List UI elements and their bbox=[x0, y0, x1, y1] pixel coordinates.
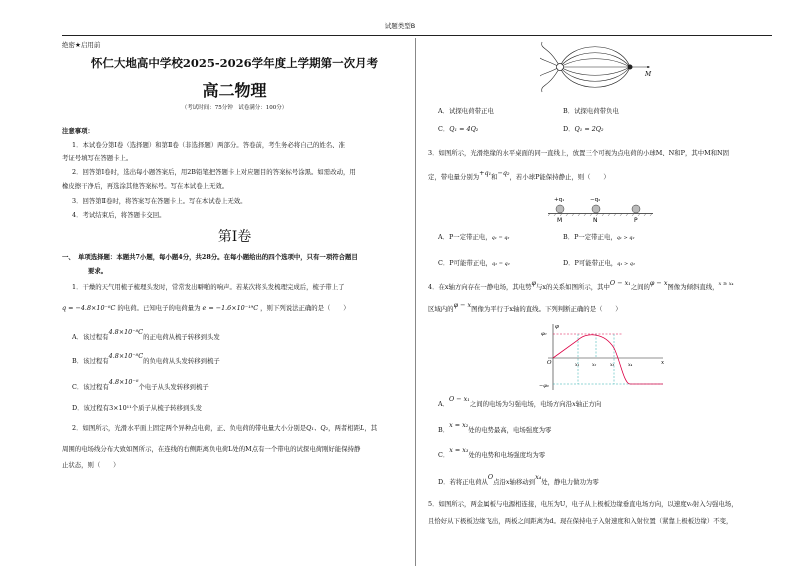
option-text: 的负电荷从头发转移到梳子 bbox=[143, 357, 220, 365]
label-q1: +q₁ bbox=[554, 197, 565, 203]
q1-option-c bbox=[72, 378, 209, 392]
option-math: x₄ bbox=[535, 473, 542, 481]
option-label: C． bbox=[438, 125, 450, 133]
option-text: 处的电势最高，电场强度为零 bbox=[468, 426, 552, 434]
note-line: 2．回答第Ⅰ卷时，选出每小题答案后，用2B铅笔把答题卡上对应题目的答案标号涂黑。如需改动，用 bbox=[72, 168, 356, 176]
q3-option-a bbox=[438, 233, 509, 242]
point-m bbox=[647, 66, 649, 68]
q2-math: L bbox=[360, 424, 365, 432]
option-label: B．P一定带正电， bbox=[563, 233, 617, 241]
page-header bbox=[0, 0, 800, 40]
label-phi0: φ₀ bbox=[541, 331, 547, 337]
label-x4: x₄ bbox=[628, 363, 633, 368]
note-line: 考证号填写在答题卡上。 bbox=[62, 154, 133, 162]
q3-text: 定，带电量分别为 bbox=[428, 173, 480, 181]
q4-text: 与x的关系如图所示，其中 bbox=[536, 283, 610, 291]
q4-math: φ bbox=[531, 279, 537, 287]
q5-stem-2: 且恰好从下极板边缘飞出，两板之间距离为d。现在保持电子入射速度和入射位置（紧靠上极板边缘）不变， bbox=[428, 517, 733, 525]
q4-text: 之间的 bbox=[630, 283, 650, 291]
header-rule bbox=[62, 35, 772, 36]
q1-option-b bbox=[72, 352, 220, 366]
label-q2: −q₂ bbox=[590, 197, 601, 203]
three-balls-figure bbox=[548, 194, 658, 224]
q3-text: 和 bbox=[491, 173, 498, 181]
subject-title: 高二物理 bbox=[202, 81, 267, 100]
secret-mark: 绝密★启用前 bbox=[62, 41, 101, 49]
q2-text: ，其 bbox=[364, 424, 378, 432]
q3-option-b bbox=[563, 233, 635, 242]
q2-text: ，两者相距 bbox=[328, 424, 361, 432]
school-title: 怀仁大地高中学校2025-2026学年度上学期第一次月考 bbox=[90, 56, 379, 70]
option-label: A． bbox=[438, 400, 450, 408]
option-math: O − x₁ bbox=[449, 395, 470, 403]
option-text: 处的电势和电场强度均为零 bbox=[468, 451, 546, 459]
q2-stem-2: 周围的电场线分布大致如图所示，在连线的右侧距离负电荷L处的M点有一个带电的试探电荷刚好能保持静 bbox=[62, 445, 361, 453]
q2-option-a: A．试探电荷带正电 bbox=[438, 107, 494, 115]
volume-title: 第Ⅰ卷 bbox=[217, 229, 252, 245]
section-heading-cont: 要求。 bbox=[88, 267, 108, 275]
field-lines-figure bbox=[540, 40, 675, 95]
q2-stem-3: 止状态，则（ ） bbox=[62, 461, 120, 469]
option-text: 处，静电力做功为零 bbox=[541, 478, 599, 486]
section-heading: 一、 单项选择题：本题共7小题，每小题4分，共28分。在每小题给出的四个选项中，只有一项符合题目 bbox=[62, 253, 358, 261]
option-label: B．该过程有 bbox=[72, 357, 109, 365]
label-x2: x₂ bbox=[592, 363, 597, 368]
q4-math: φ − x bbox=[453, 301, 472, 309]
label-neg-phi0: −φ₀ bbox=[539, 383, 549, 389]
option-math: O bbox=[487, 473, 494, 481]
label-origin: O bbox=[547, 360, 552, 366]
q2-stem bbox=[72, 424, 377, 433]
option-text: 的正电荷从梳子转移到头发 bbox=[143, 333, 220, 341]
q2-option-c bbox=[438, 125, 478, 134]
q4-text: 4．在x轴方向存在一静电场，其电势 bbox=[428, 283, 532, 291]
q2-math: Q₁、Q₂ bbox=[306, 424, 329, 432]
option-math: 4.8×10⁻⁸C bbox=[108, 352, 144, 360]
positive-charge bbox=[557, 64, 564, 71]
note-line: 3．回答第Ⅱ卷时，将答案写在答题卡上。写在本试卷上无效。 bbox=[72, 197, 247, 205]
negative-charge bbox=[628, 65, 633, 70]
q3-text: ，若小球P能保持静止，则（ ） bbox=[509, 173, 610, 181]
q1-stem: 1．干燥的天气用梳子梳理头发时，常常发出噼啪的响声。若某次将头发梳理完成后，梳子带上了 bbox=[72, 283, 345, 291]
notes-heading: 注意事项： bbox=[62, 127, 94, 135]
label-N: N bbox=[593, 217, 598, 224]
option-text: 点沿 bbox=[493, 478, 506, 486]
option-label: A．该过程有 bbox=[72, 333, 109, 341]
q4-text: 区域内的 bbox=[428, 305, 454, 313]
q4-text: 图像为倾斜直线， bbox=[667, 283, 719, 291]
q2-option-b: B．试探电荷带负电 bbox=[563, 107, 619, 115]
q3-math: +q₁ bbox=[479, 169, 492, 177]
q4-option-a bbox=[438, 395, 602, 409]
label-x3: x₃ bbox=[610, 363, 615, 368]
option-text: 轴移动到 bbox=[509, 478, 536, 486]
label-M: M bbox=[557, 217, 563, 224]
q4-stem bbox=[428, 279, 734, 292]
q4-option-c bbox=[438, 446, 546, 460]
phi-x-graph bbox=[538, 322, 668, 392]
note-line: 橡皮擦干净后，再选涂其他答案标号。写在本试卷上无效。 bbox=[62, 182, 229, 190]
option-text: 轴正方向 bbox=[575, 400, 602, 408]
option-math: x bbox=[505, 478, 510, 486]
note-line: 1．本试卷分第Ⅰ卷（选择题）和第Ⅱ卷（非选择题）两部分。答卷前，考生务必将自己的姓名、准 bbox=[72, 141, 345, 149]
q2-text: 2．如图所示，光滑水平面上固定两个异种点电荷，正、负电荷的带电量大小分别是 bbox=[72, 424, 307, 432]
option-label: C． bbox=[438, 451, 450, 459]
option-label: D．P可能带正电， bbox=[563, 259, 618, 267]
option-math: Q₁ = 4Q₂ bbox=[449, 125, 479, 133]
q3-option-c bbox=[438, 259, 510, 268]
note-line: 4．考试结束后，将答题卡交回。 bbox=[72, 211, 166, 219]
option-math: q₁ > q₂ bbox=[616, 235, 635, 241]
option-label: A．P一定带正电， bbox=[438, 233, 492, 241]
q4-stem-2 bbox=[428, 301, 622, 314]
phi-curve bbox=[553, 335, 630, 384]
q4-text: 图像为平行于x轴的直线。下列判断正确的是（ ） bbox=[471, 305, 622, 313]
q5-stem: 5．如图所示，两金属板与电源相连接，电压为U，电子从上极板边缘垂直电场方向，以速度v₀射入匀强电场， bbox=[428, 500, 738, 508]
ball-n bbox=[592, 205, 600, 213]
q4-math: φ − x bbox=[649, 279, 668, 287]
option-label: D． bbox=[563, 125, 575, 133]
label-P: P bbox=[634, 217, 638, 224]
option-math: q₁ = q₂ bbox=[491, 235, 510, 241]
option-math: 4.8×10⁻⁸C bbox=[108, 328, 144, 336]
q4-option-b bbox=[438, 421, 552, 435]
option-math: q₁ > q₂ bbox=[617, 261, 635, 267]
q1-text: 的电荷。已知电子的电荷量为 bbox=[117, 304, 201, 312]
q4-option-d bbox=[438, 473, 599, 487]
q1-stem-2 bbox=[62, 304, 350, 313]
table-hatch bbox=[548, 214, 652, 217]
q1-option-a bbox=[72, 328, 220, 342]
q3-stem: 3．如图所示，光滑绝缘的水平桌面的同一直线上，放置三个可视为点电荷的小球M、N和P，其中M和N固 bbox=[428, 149, 730, 157]
option-text: 个电子从头发转移到梳子 bbox=[138, 383, 209, 391]
option-math: x = x₂ bbox=[449, 421, 469, 429]
option-math: Q₁ = 2Q₂ bbox=[574, 125, 604, 133]
label-x1: x₁ bbox=[575, 363, 580, 368]
q3-stem-2 bbox=[428, 169, 610, 182]
ball-p bbox=[632, 205, 640, 213]
q4-math: x ≥ x₄ bbox=[718, 281, 734, 287]
label-x: x bbox=[661, 360, 665, 366]
column-divider bbox=[415, 38, 416, 566]
ball-m bbox=[556, 205, 564, 213]
option-label: D．若将正电荷从 bbox=[438, 478, 488, 486]
option-label: C．该过程有 bbox=[72, 383, 109, 391]
option-math: 4.8×10⁻⁸ bbox=[108, 378, 139, 386]
option-label: B． bbox=[438, 426, 450, 434]
q2-option-d bbox=[563, 125, 604, 134]
q3-option-d bbox=[563, 259, 635, 268]
q1-charge: q = −4.8×10⁻⁸C bbox=[62, 304, 116, 312]
q3-math: −q₂ bbox=[497, 169, 510, 177]
option-math: x bbox=[572, 400, 576, 408]
q1-text: ，则下列说法正确的是（ ） bbox=[260, 304, 350, 312]
label-m: M bbox=[645, 71, 652, 78]
option-text: 之间的电场为匀强电场，电场方向沿 bbox=[469, 400, 573, 408]
time-info: （考试时间：75分钟 试卷满分：100分） bbox=[181, 105, 288, 111]
q1-option-d: D．该过程有3×10¹¹个质子从梳子转移到头发 bbox=[72, 404, 203, 412]
label-phi: φ bbox=[555, 324, 559, 330]
paper-type: 试题类型B bbox=[384, 22, 416, 30]
q4-math: O − x₁ bbox=[609, 279, 631, 287]
option-math: q₁ = q₂ bbox=[491, 261, 510, 267]
q1-electron: e = −1.6×10⁻¹⁹C bbox=[202, 304, 259, 312]
option-math: x = x₃ bbox=[449, 446, 469, 454]
option-label: C．P可能带正电， bbox=[438, 259, 492, 267]
